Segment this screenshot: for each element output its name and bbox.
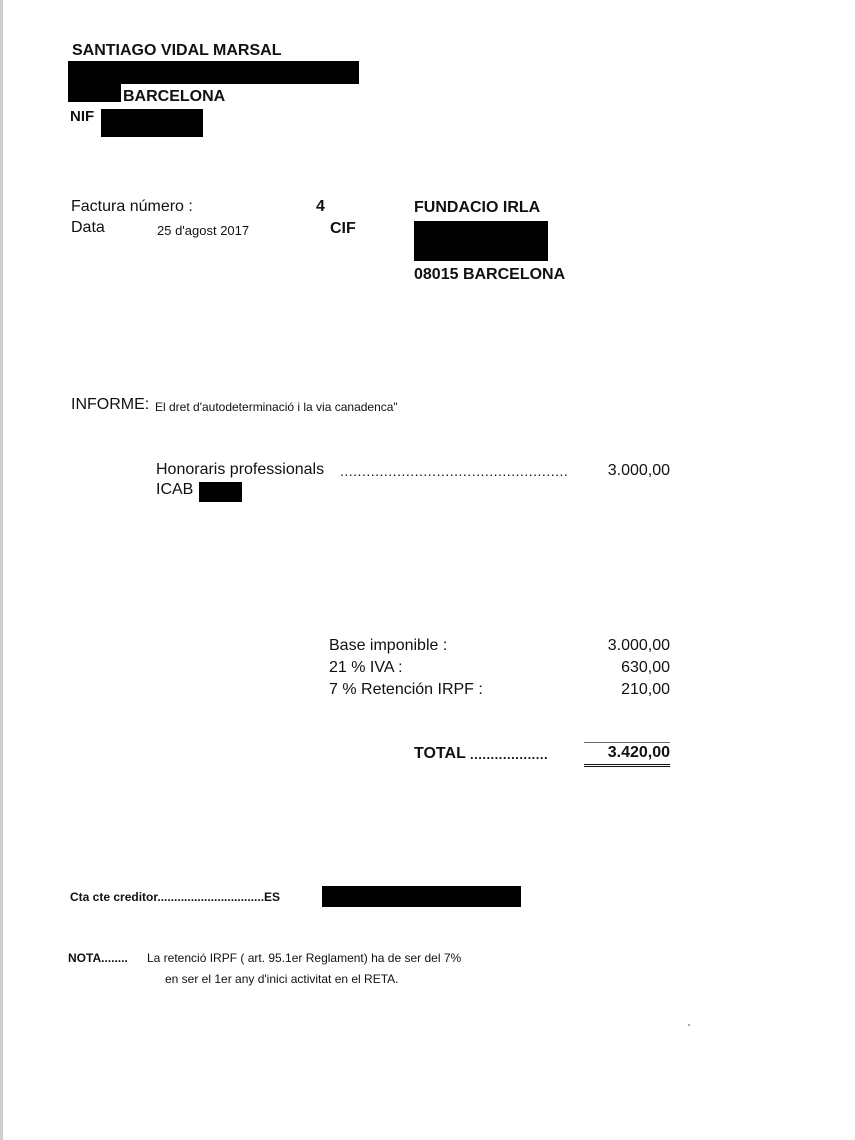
total-label: TOTAL bbox=[414, 745, 466, 762]
informe-title: El dret d'autodeterminació i la via canadenca" bbox=[155, 400, 398, 414]
sender-city: BARCELONA bbox=[123, 88, 226, 105]
account-line: Cta cte creditor................................ES bbox=[70, 890, 281, 904]
note-line-2: en ser el 1er any d'inici activitat en el RETA. bbox=[165, 972, 399, 986]
base-label: Base imponible : bbox=[329, 637, 448, 654]
redacted-recipient-cif bbox=[414, 221, 548, 261]
cif-label: CIF bbox=[330, 220, 356, 237]
line-item-amount: 3.000,00 bbox=[607, 462, 670, 479]
sender-nif-label: NIF bbox=[70, 108, 95, 125]
recipient-postal-city: 08015 BARCELONA bbox=[414, 266, 566, 283]
redacted-icab-number bbox=[199, 482, 242, 502]
iva-label: 21 % IVA : bbox=[329, 659, 403, 676]
redacted-address bbox=[68, 61, 359, 84]
page-left-edge bbox=[0, 0, 3, 1140]
iva-value: 630,00 bbox=[621, 659, 670, 676]
sender-name: SANTIAGO VIDAL MARSAL bbox=[72, 42, 282, 59]
total-top-rule bbox=[584, 742, 670, 743]
total-value: 3.420,00 bbox=[584, 744, 670, 767]
base-value: 3.000,00 bbox=[607, 637, 670, 654]
invoice-date: 25 d'agost 2017 bbox=[157, 223, 250, 238]
redacted-nif bbox=[101, 109, 203, 137]
recipient-name: FUNDACIO IRLA bbox=[414, 199, 541, 216]
line-item-dots: .................................................... bbox=[340, 463, 569, 479]
scan-speck bbox=[688, 1024, 690, 1026]
note-label: NOTA........ bbox=[68, 951, 128, 965]
line-item-description: Honoraris professionals bbox=[156, 461, 325, 478]
invoice-number: 4 bbox=[316, 198, 325, 215]
invoice-number-label: Factura número : bbox=[71, 198, 193, 215]
informe-label: INFORME: bbox=[71, 396, 150, 413]
total-dots: ................... bbox=[470, 747, 549, 762]
redacted-postal-code bbox=[68, 83, 121, 102]
note-line-1: La retenció IRPF ( art. 95.1er Reglament) ha de ser del 7% bbox=[147, 951, 462, 965]
redacted-account-number bbox=[322, 886, 521, 907]
irpf-value: 210,00 bbox=[621, 681, 670, 698]
irpf-label: 7 % Retención IRPF : bbox=[329, 681, 483, 698]
invoice-date-label: Data bbox=[71, 219, 105, 236]
icab-label: ICAB bbox=[156, 481, 194, 498]
